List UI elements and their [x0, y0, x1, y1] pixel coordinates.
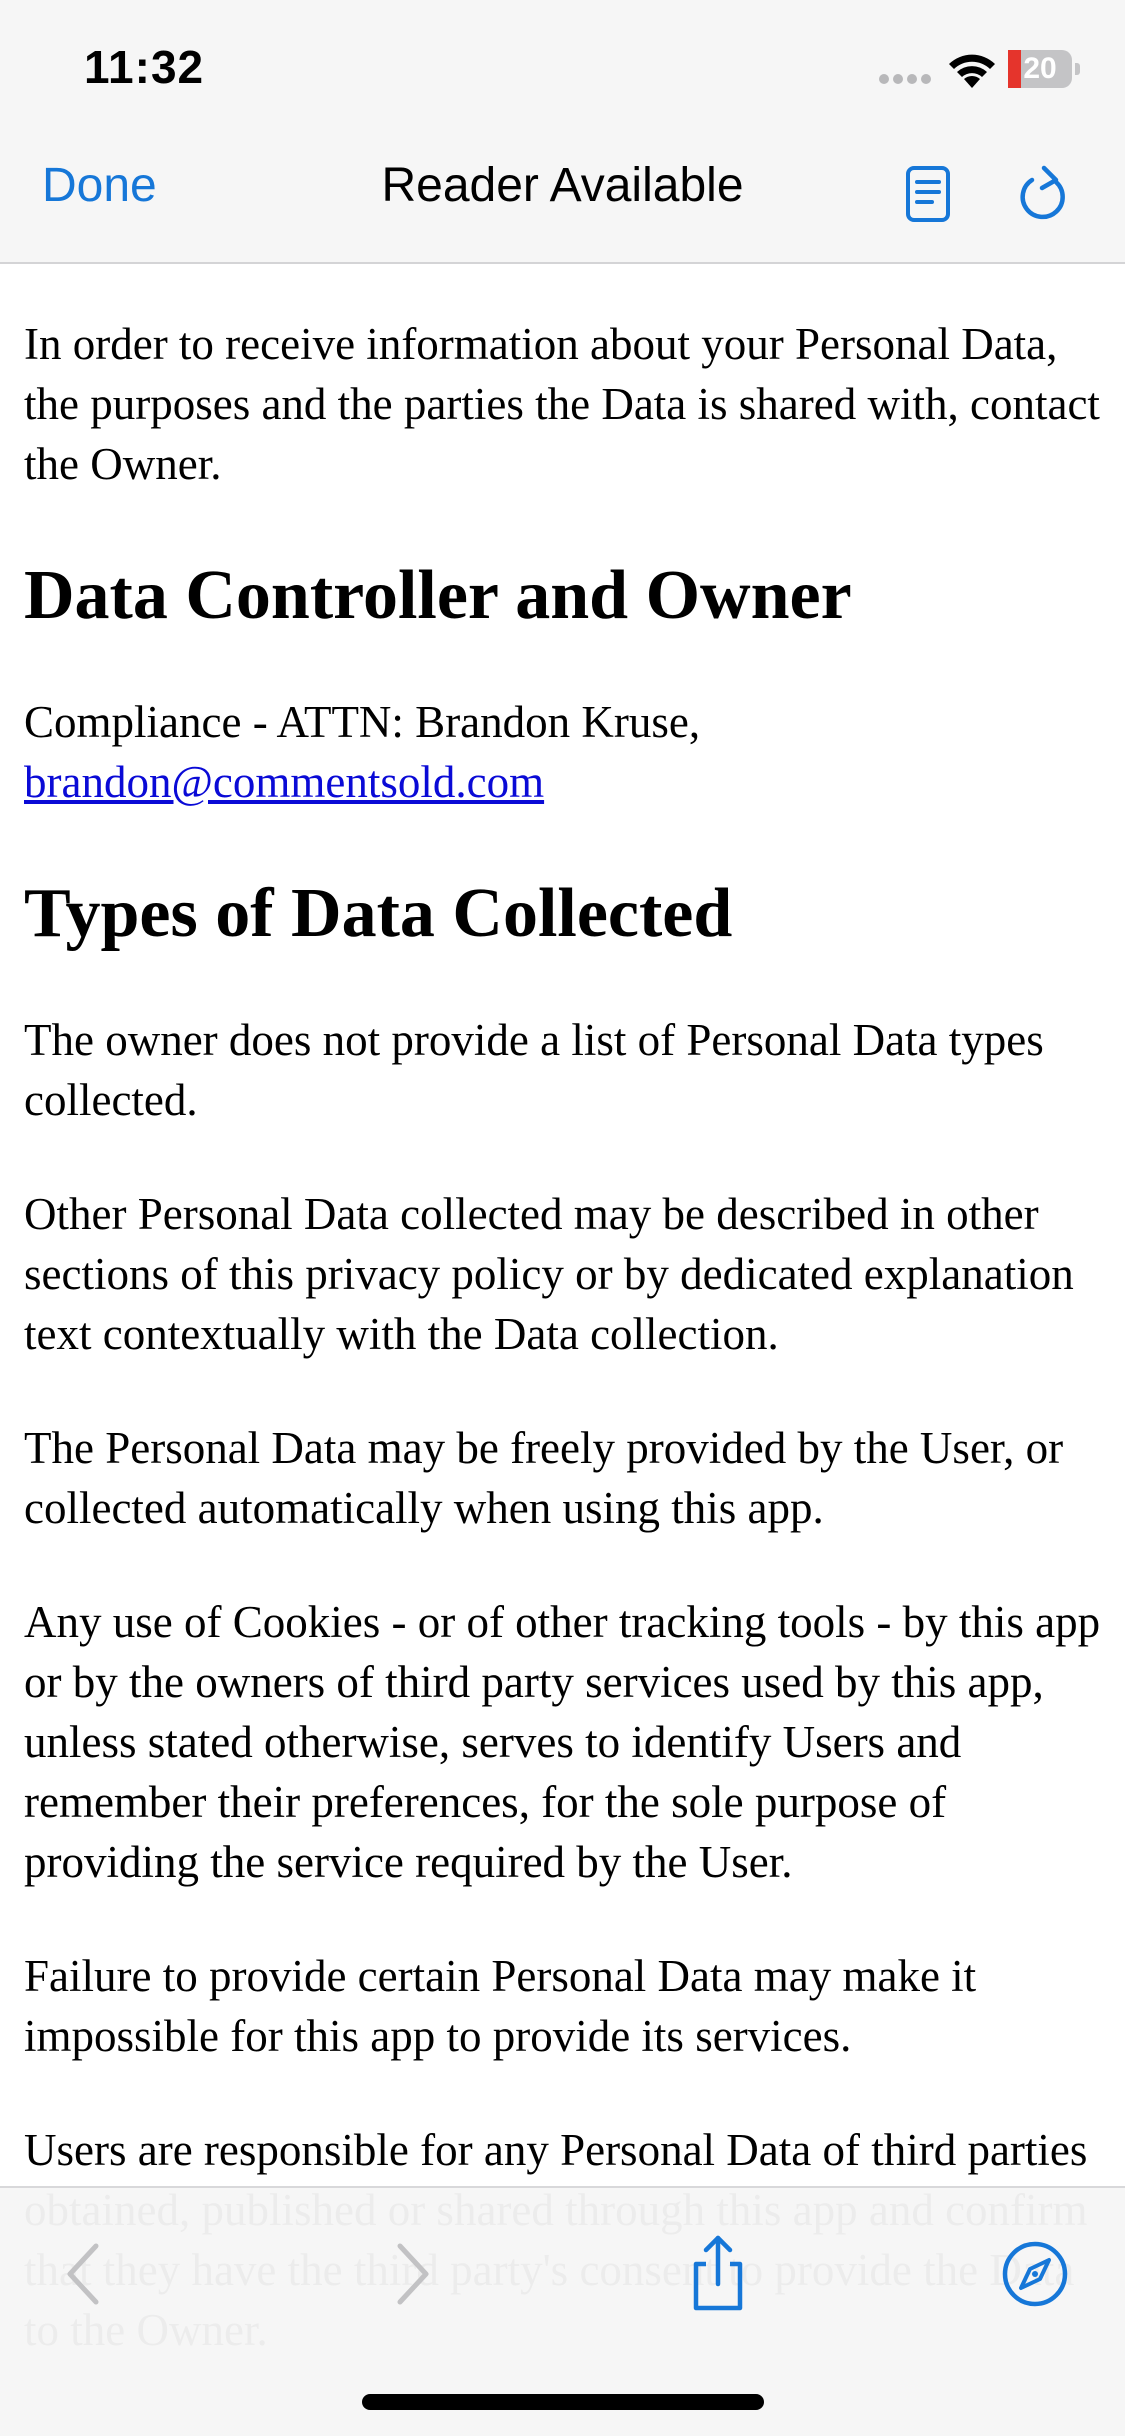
nav-bar [0, 132, 1125, 264]
reader-view-icon[interactable] [904, 164, 952, 224]
battery-level: 20 [1023, 52, 1057, 85]
contact-text: Compliance - ATTN: Brandon Kruse, [24, 697, 701, 747]
done-button[interactable]: Done [42, 159, 157, 212]
wifi-icon [946, 50, 998, 90]
reload-icon[interactable] [1016, 162, 1072, 226]
battery-icon [1008, 50, 1080, 88]
paragraph-no-list: The owner does not provide a list of Personal Data types collected. [24, 1015, 1044, 1125]
paragraph-other-data: Other Personal Data collected may be described in other sections of this privacy policy or by dedicated explanation text contextually with the Data collection. [24, 1189, 1074, 1359]
paragraph-failure: Failure to provide certain Personal Data may make it impossible for this app to provide its services. [24, 1951, 977, 2061]
paragraph-freely-provided: The Personal Data may be freely provided by the User, or collected automatically when using this app. [24, 1423, 1064, 1533]
paragraph-info: In order to receive information about your Personal Data, the purposes and the parties the Data is shared with, contact the Owner. [24, 319, 1100, 489]
status-time: 11:32 [84, 41, 205, 93]
status-bar [0, 0, 1125, 132]
home-indicator [362, 2394, 764, 2410]
paragraph-cookies: Any use of Cookies - or of other tracking tools - by this app or by the owners of third party services used by this app, unless stated otherwise, serves to identify Users and remember their preferences, for the sole purpose of providing the service required by the User. [24, 1597, 1101, 1887]
page-title: Reader Available [381, 159, 744, 212]
contact-paragraph [24, 692, 1101, 812]
contact-email-link[interactable]: brandon@commentsold.com [24, 757, 545, 807]
compass-icon[interactable] [995, 2234, 1075, 2314]
heading-data-controller: Data Controller and Owner [24, 557, 852, 634]
forward-icon[interactable] [370, 2234, 450, 2314]
web-content[interactable] [0, 264, 1125, 2186]
heading-types-of-data: Types of Data Collected [24, 875, 733, 952]
back-icon[interactable] [46, 2234, 126, 2314]
signal-dots-icon [878, 72, 934, 86]
share-icon[interactable] [678, 2234, 758, 2314]
paragraph-responsibility: Users are responsible for any Personal Data of third parties [24, 2125, 1088, 2175]
